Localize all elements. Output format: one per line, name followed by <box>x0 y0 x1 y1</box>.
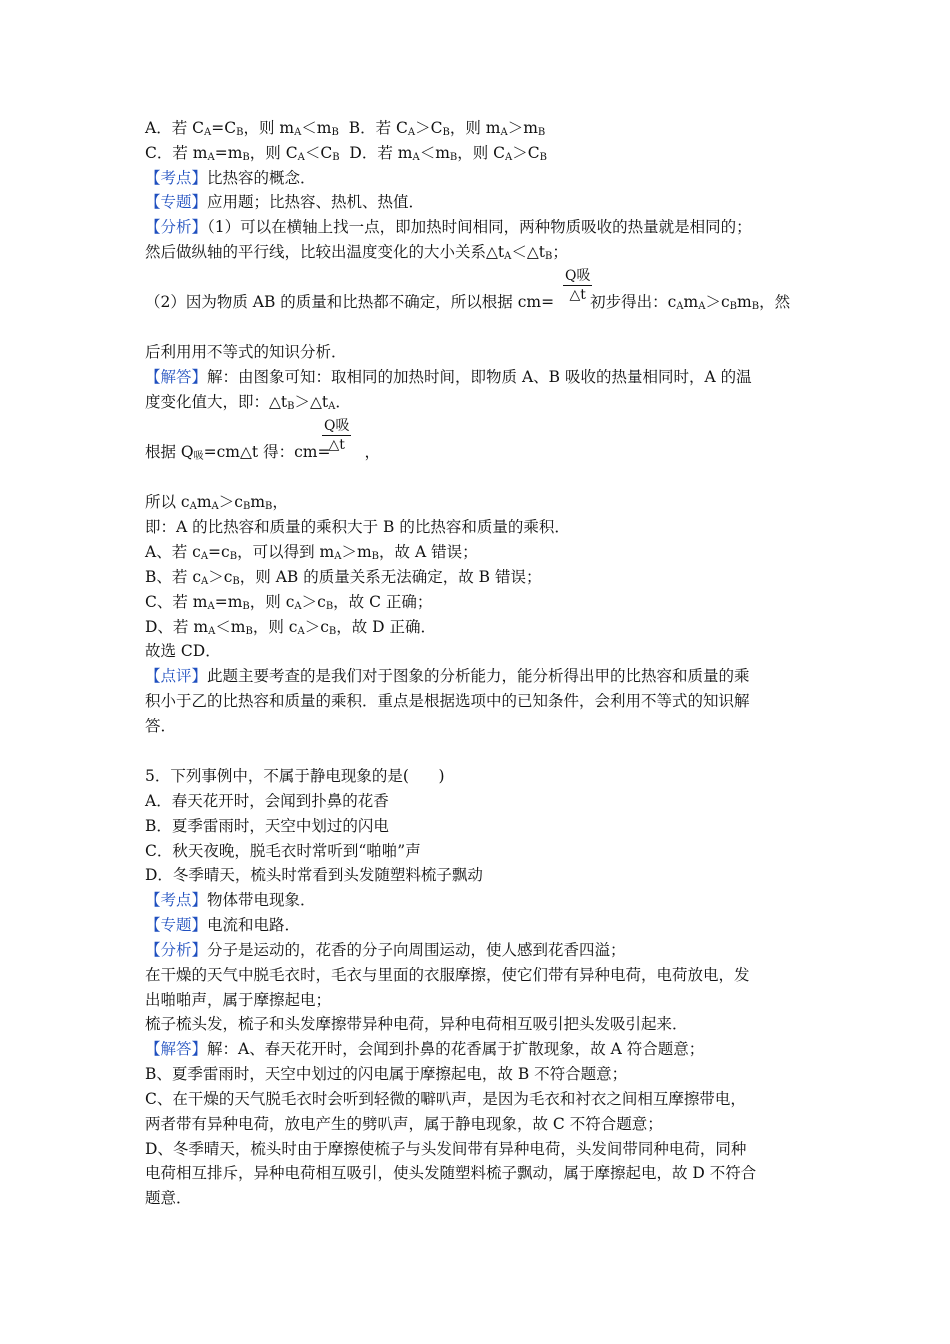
text: 解：由图象可知：取相同的加热时间，即物质 A、B 吸收的热量相同时，A 的温 <box>207 368 752 386</box>
q5-jieda-line-4 <box>145 1113 663 1135</box>
subscript: 吸 <box>193 451 204 462</box>
text: ＞c <box>301 593 326 611</box>
subscript: A <box>294 601 302 612</box>
subscript: A <box>207 601 215 612</box>
subscript: B <box>325 601 334 612</box>
kaodian-text: 比热容的概念． <box>207 169 316 187</box>
text: 出啪啪声，属于摩擦起电； <box>145 991 332 1009</box>
subscript: B <box>751 301 760 312</box>
text: m <box>196 493 212 511</box>
q5-jieda-line-6 <box>145 1162 756 1184</box>
fraction-denominator: △t <box>328 437 345 453</box>
text: =C <box>211 119 237 137</box>
zhuanti-text: 电流和电路． <box>207 916 301 934</box>
fenxi-line-3 <box>145 291 790 313</box>
subscript: B <box>242 152 250 163</box>
jieda-tag: 【解答】 <box>145 368 208 386</box>
option-a: A．若 C <box>145 119 204 137</box>
q5-option-a <box>145 790 389 812</box>
text: 根据 Q <box>145 443 194 461</box>
text: ，则 C <box>249 144 298 162</box>
subscript: A <box>201 576 209 587</box>
text: ， <box>364 443 380 461</box>
kaodian-tag: 【考点】 <box>145 891 208 909</box>
jieda-line-2 <box>145 391 351 413</box>
subscript: A <box>407 127 416 138</box>
option-b: B．若 C <box>338 119 408 137</box>
text: B、夏季雷雨时，天空中划过的闪电属于摩擦起电，故 B 不符合题意； <box>145 1065 628 1083</box>
subscript: A <box>297 626 305 637</box>
subscript: B <box>537 127 546 138</box>
subscript: B <box>328 626 337 637</box>
subscript: A <box>294 127 302 138</box>
text: 题意． <box>145 1189 192 1207</box>
fenxi-line-1 <box>145 216 752 238</box>
dianping-line-3 <box>145 715 176 737</box>
subscript: A <box>698 301 706 312</box>
text: ，则 c <box>252 618 298 636</box>
q5-jieda-line-5 <box>145 1138 746 1160</box>
text: 分子是运动的，花香的分子向周围运动，使人感到花香四溢； <box>207 941 626 959</box>
q5-jieda-line-2 <box>145 1063 627 1085</box>
text: 答． <box>145 717 177 735</box>
subscript: A <box>297 152 305 163</box>
text: ＞c <box>208 568 233 586</box>
option-a: A．春天花开时，会闻到扑鼻的花香 <box>145 792 389 810</box>
jieda-option-b <box>145 566 541 588</box>
text: （2）因为物质 AB 的质量和比热都不确定，所以根据 cm= <box>145 293 555 311</box>
text: ＞m <box>341 543 372 561</box>
option-c: C．若 m <box>145 144 208 162</box>
option-d: D．若 m <box>339 144 413 162</box>
text: 即：A 的比热容和质量的乘积大于 B 的比热容和质量的乘积． <box>145 518 570 536</box>
text: m <box>737 293 752 311</box>
text: ，则 c <box>249 593 295 611</box>
jieda-line-4 <box>145 491 288 513</box>
text: 此题主要考查的是我们对于图象的分析能力，能分析得出甲的比热容和质量的乘 <box>207 667 750 685</box>
q5-fenxi-line-3 <box>145 989 331 1011</box>
text: ＞C <box>512 144 540 162</box>
text: D、冬季晴天，梳头时由于摩擦使梳子与头发间带有异种电荷，头发间带同种电荷，同种 <box>145 1140 747 1158</box>
text: ，故 A 错误； <box>379 543 478 561</box>
subscript: A <box>203 127 212 138</box>
fenxi-tag: 【分析】 <box>145 218 208 236</box>
q5-jieda-line-7 <box>145 1187 192 1209</box>
subscript: A <box>505 152 513 163</box>
subscript: A <box>211 501 219 512</box>
subscript: A <box>207 152 215 163</box>
text: ＞C <box>415 119 443 137</box>
text: B、若 c <box>145 568 201 586</box>
text: 初步得出：c <box>590 293 677 311</box>
text: ，可以得到 m <box>237 543 335 561</box>
subscript: A <box>334 551 342 562</box>
subscript: A <box>504 251 512 262</box>
text: 度变化值大，即：△t <box>145 393 288 411</box>
subscript: B <box>265 501 273 512</box>
zhuanti-line <box>145 191 424 213</box>
text: ＞m <box>507 119 538 137</box>
q5-option-d <box>145 864 483 886</box>
fenxi-line-4 <box>145 341 347 363</box>
answer-text: 故选 CD． <box>145 642 221 660</box>
subscript: B <box>729 301 738 312</box>
text: =c <box>208 543 230 561</box>
subscript: B <box>287 401 295 412</box>
jieda-line-3 <box>145 441 380 463</box>
text: ＞c <box>705 293 730 311</box>
fraction-numerator: Q吸 <box>565 268 591 284</box>
q5-kaodian-line <box>145 889 316 911</box>
text: ，则 m <box>449 119 501 137</box>
text: =m <box>214 593 243 611</box>
subscript: B <box>331 127 339 138</box>
option-line-ab <box>145 117 545 139</box>
text: ＜m <box>419 144 450 162</box>
question-stem: 5．下列事例中，不属于静电现象的是( ) <box>145 767 445 785</box>
text: ＜m <box>301 119 332 137</box>
text: C、若 m <box>145 593 208 611</box>
subscript: B <box>229 551 238 562</box>
jieda-line-1 <box>145 366 752 388</box>
text: =cm△t 得：cm= <box>203 443 331 461</box>
dianping-tag: 【点评】 <box>145 667 208 685</box>
q5-jieda-line-3 <box>145 1088 746 1110</box>
text: 电荷相互排斥，异种电荷相互吸引，使头发随塑料梳子飘动，属于摩擦起电，故 D 不符合 <box>145 1164 757 1182</box>
jieda-option-a <box>145 541 478 563</box>
option-c: C．秋天夜晚，脱毛衣时常听到“啪啪”声 <box>145 842 421 860</box>
text: D、若 m <box>145 618 209 636</box>
text: 后利用用不等式的知识分析． <box>145 343 347 361</box>
subscript: A <box>676 301 684 312</box>
zhuanti-text: 应用题；比热容、热机、热值． <box>207 193 425 211</box>
subscript: B <box>242 601 250 612</box>
subscript: A <box>412 152 420 163</box>
subscript: A <box>500 127 508 138</box>
dianping-line-2 <box>145 690 750 712</box>
text: 在干燥的天气中脱毛衣时，毛衣与里面的衣服摩擦，使它们带有异种电荷，电荷放电，发 <box>145 966 750 984</box>
text: ，故 C 正确； <box>333 593 433 611</box>
fraction-numerator: Q吸 <box>324 418 350 434</box>
subscript: B <box>545 251 553 262</box>
q5-fenxi-line-2 <box>145 964 750 986</box>
text: A、若 c <box>145 543 201 561</box>
text: ，故 D 正确． <box>336 618 437 636</box>
zhuanti-tag: 【专题】 <box>145 193 208 211</box>
subscript: B <box>332 152 340 163</box>
answer-line <box>145 640 221 662</box>
q5-zhuanti-line <box>145 914 300 936</box>
text: m <box>683 293 699 311</box>
kaodian-tag: 【考点】 <box>145 169 208 187</box>
text: 积小于乙的比热容和质量的乘积．重点是根据选项中的已知条件，会利用不等式的知识解 <box>145 692 750 710</box>
subscript: B <box>539 152 548 163</box>
subscript: A <box>200 551 209 562</box>
text: ， <box>272 493 288 511</box>
q5-option-b <box>145 815 389 837</box>
subscript: B <box>236 127 244 138</box>
text: ，则 AB 的质量关系无法确定，故 B 错误； <box>239 568 542 586</box>
text: ，则 m <box>243 119 295 137</box>
kaodian-line <box>145 167 316 189</box>
subscript: B <box>245 626 253 637</box>
text: ＞△t <box>294 393 329 411</box>
subscript: B <box>242 501 251 512</box>
fenxi-line-2 <box>145 241 568 263</box>
fraction-denominator: △t <box>569 287 586 303</box>
subscript: A <box>208 626 216 637</box>
subscript: B <box>449 152 458 163</box>
q5-jieda-line-1 <box>145 1038 704 1060</box>
q5-stem <box>145 765 445 787</box>
text: ＜C <box>304 144 333 162</box>
text: 梳子梳头发，梳子和头发摩擦带异种电荷，异种电荷相互吸引把头发吸引起来． <box>145 1015 688 1033</box>
text: ＜m <box>215 618 246 636</box>
subscript: B <box>442 127 450 138</box>
option-d: D．冬季晴天，梳头时常看到头发随塑料梳子飘动 <box>145 866 483 884</box>
jieda-option-c <box>145 591 432 613</box>
q5-fenxi-line-1 <box>145 939 626 961</box>
zhuanti-tag: 【专题】 <box>145 916 208 934</box>
text: ； <box>552 243 568 261</box>
text: 解：A、春天花开时，会闻到扑鼻的花香属于扩散现象，故 A 符合题意； <box>207 1040 705 1058</box>
subscript: B <box>232 576 240 587</box>
text: ＞c <box>218 493 243 511</box>
option-b: B．夏季雷雨时，天空中划过的闪电 <box>145 817 389 835</box>
subscript: A <box>328 401 336 412</box>
text: 然后做纵轴的平行线，比较出温度变化的大小关系△t <box>145 243 505 261</box>
text: 所以 c <box>145 493 190 511</box>
subscript: A <box>189 501 197 512</box>
text: 两者带有异种电荷，放电产生的劈叭声，属于静电现象，故 C 不符合题意； <box>145 1115 663 1133</box>
option-line-cd <box>145 142 547 164</box>
q5-fenxi-line-4 <box>145 1013 688 1035</box>
jieda-line-5 <box>145 516 570 538</box>
text: ＜△t <box>511 243 546 261</box>
jieda-option-d <box>145 616 436 638</box>
subscript: B <box>371 551 380 562</box>
text: C、在干燥的天气脱毛衣时会听到轻微的噼叭声，是因为毛衣和衬衣之间相互摩擦带电， <box>145 1090 746 1108</box>
q5-option-c <box>145 840 421 862</box>
text: =m <box>214 144 243 162</box>
fenxi-text: （1）可以在横轴上找一点，即加热时间相同，两种物质吸收的热量就是相同的； <box>207 218 752 236</box>
jieda-tag: 【解答】 <box>145 1040 208 1058</box>
text: ，然 <box>759 293 791 311</box>
dianping-line-1 <box>145 665 750 687</box>
kaodian-text: 物体带电现象． <box>207 891 316 909</box>
text: m <box>250 493 266 511</box>
text: ，则 C <box>457 144 506 162</box>
text: ． <box>335 393 351 411</box>
text: ＞c <box>304 618 329 636</box>
fenxi-tag: 【分析】 <box>145 941 208 959</box>
